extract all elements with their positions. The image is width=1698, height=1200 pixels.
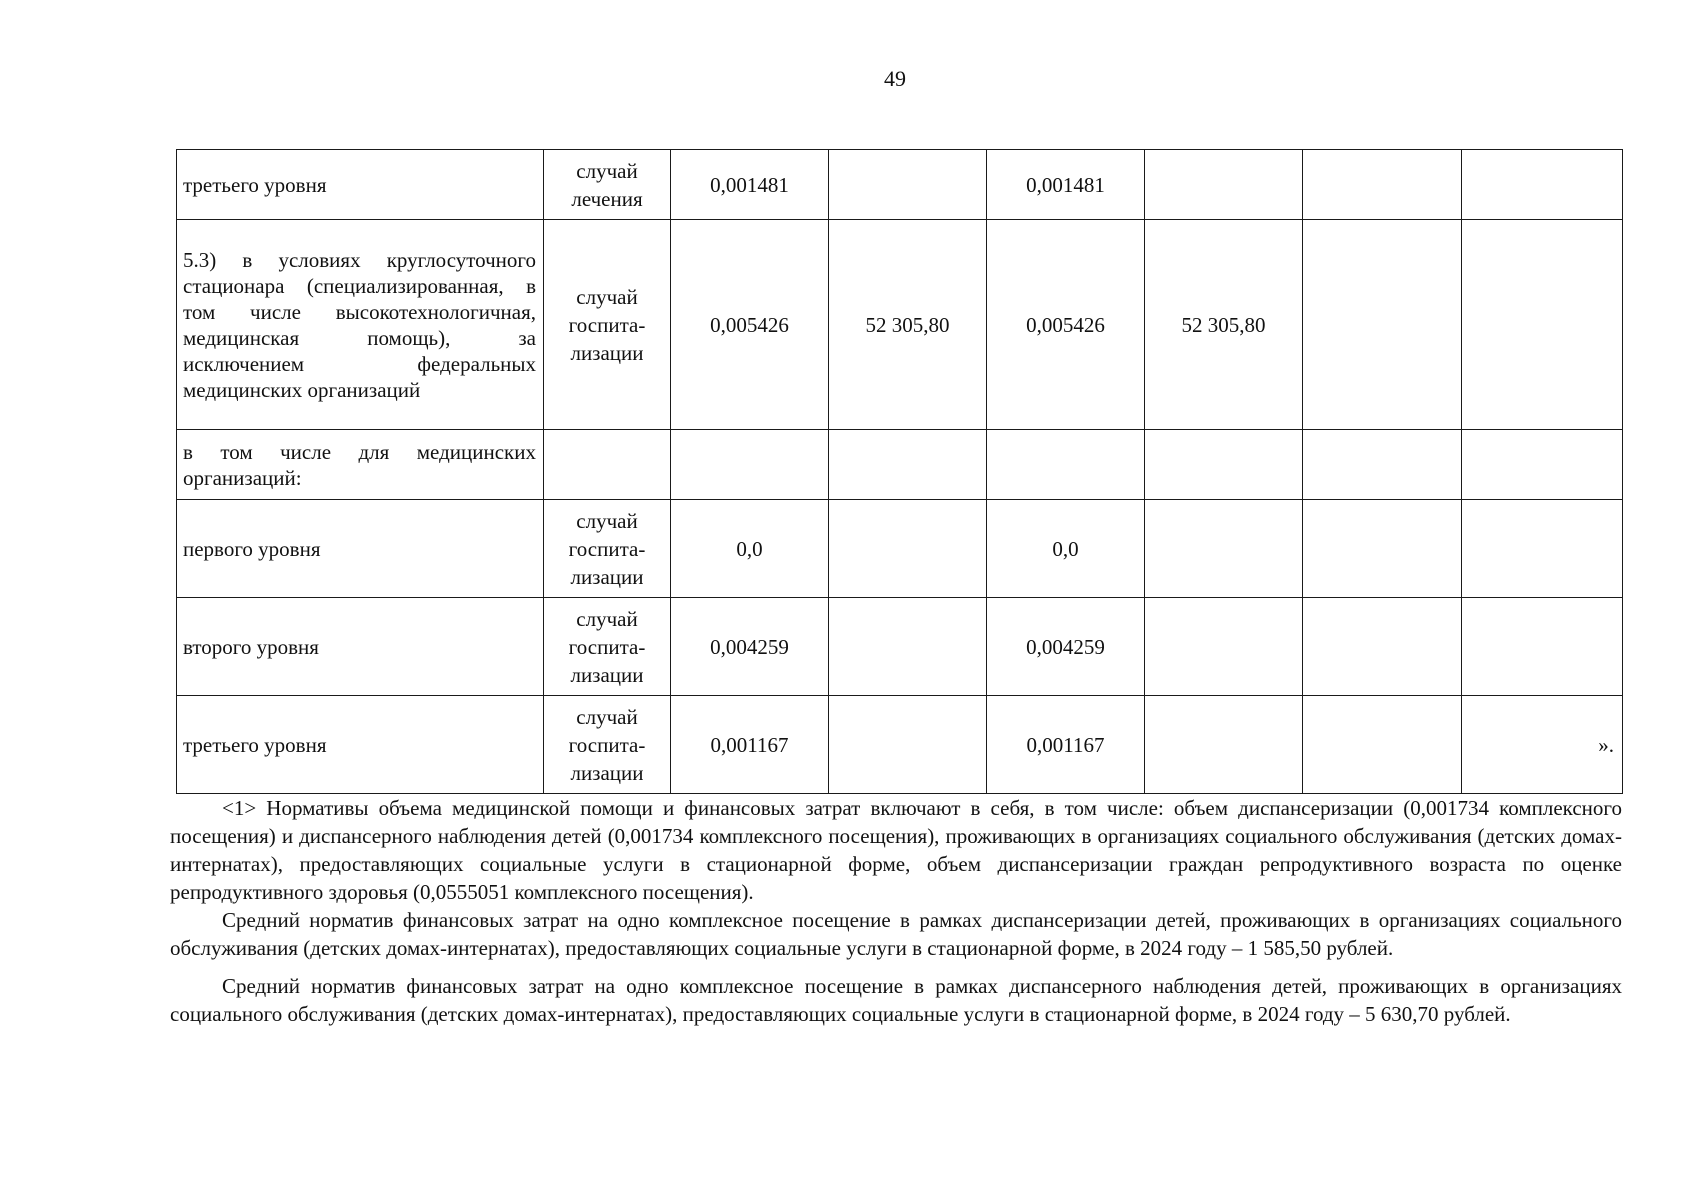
volume-norm-cell	[987, 430, 1145, 500]
row-name-cell: первого уровня	[177, 500, 544, 598]
page-number: 49	[884, 66, 906, 91]
unit-cell: случай госпита-лизации	[544, 696, 671, 794]
table-row	[177, 150, 1623, 220]
empty-cell	[1462, 500, 1623, 598]
notes-section	[170, 794, 1622, 1028]
empty-cell	[1303, 220, 1462, 430]
cost-norm-cell	[1145, 598, 1303, 696]
cost-norm-cell	[1145, 500, 1303, 598]
volume-norm-cell: 0,005426	[987, 220, 1145, 430]
empty-cell	[1303, 598, 1462, 696]
unit-cell	[544, 430, 671, 500]
volume-norm-cell: 0,0	[987, 500, 1145, 598]
empty-cell	[1462, 598, 1623, 696]
unit-cell: случай госпита-лизации	[544, 598, 671, 696]
empty-cell	[1303, 696, 1462, 794]
norm-paragraph-dispanserization: Средний норматив финансовых затрат на одно комплексное посещение в рамках диспансеризации детей, проживающих в организациях социального обслуживания (детских домах-интернатах), предоставляющих социальные услуги в стационарной форме, в 2024 году – 1 585,50 рублей.	[170, 908, 1622, 960]
unit-cell: случай госпита-лизации	[544, 500, 671, 598]
volume-norm-cell: 0,001167	[987, 696, 1145, 794]
volume-norm-cell: 0,0	[671, 500, 829, 598]
cost-norm-cell	[829, 150, 987, 220]
cost-norm-cell	[829, 598, 987, 696]
empty-cell	[1462, 220, 1623, 430]
volume-norm-cell: 0,004259	[987, 598, 1145, 696]
volume-norm-cell: 0,001167	[671, 696, 829, 794]
volume-norm-cell	[671, 430, 829, 500]
table-row	[177, 430, 1623, 500]
row-name-cell: третьего уровня	[177, 150, 544, 220]
empty-cell	[1462, 430, 1623, 500]
table-row	[177, 696, 1623, 794]
cost-norm-cell	[829, 430, 987, 500]
table-row	[177, 500, 1623, 598]
empty-cell	[1303, 500, 1462, 598]
row-name-cell: третьего уровня	[177, 696, 544, 794]
cost-norm-cell: 52 305,80	[1145, 220, 1303, 430]
unit-cell: случай госпита-лизации	[544, 220, 671, 430]
row-name-cell: второго уровня	[177, 598, 544, 696]
norms-table	[176, 149, 1623, 794]
cost-norm-cell	[1145, 430, 1303, 500]
row-name-cell: 5.3) в условиях круглосуточного стационара (специализированная, в том числе высокотехнологичная, медицинская помощь), за исключением федеральных медицинских организаций	[177, 220, 544, 430]
cost-norm-cell: 52 305,80	[829, 220, 987, 430]
row-name-cell: в том числе для медицинских организаций:	[177, 430, 544, 500]
table-row	[177, 598, 1623, 696]
cost-norm-cell	[829, 500, 987, 598]
volume-norm-cell: 0,001481	[987, 150, 1145, 220]
footnote-paragraph: <1> Нормативы объема медицинской помощи и финансовых затрат включают в себя, в том числе: объем диспансеризации (0,001734 комплексного посещения) и диспансерного наблюдения детей (0,001734 комплексного посещения), проживающих в организациях социального обслуживания (детских домах-интернатах), предоставляющих социальные услуги в стационарной форме, объем диспансеризации граждан репродуктивного возраста по оценке репродуктивного здоровья (0,0555051 комплексного посещения).	[170, 796, 1622, 904]
cost-norm-cell	[829, 696, 987, 794]
unit-cell: случай лечения	[544, 150, 671, 220]
empty-cell	[1462, 150, 1623, 220]
volume-norm-cell: 0,004259	[671, 598, 829, 696]
empty-cell	[1303, 150, 1462, 220]
volume-norm-cell: 0,005426	[671, 220, 829, 430]
norm-paragraph-observation: Средний норматив финансовых затрат на одно комплексное посещение в рамках диспансерного наблюдения детей, проживающих в организациях социального обслуживания (детских домах-интернатах), предоставляющих социальные услуги в стационарной форме, в 2024 году – 5 630,70 рублей.	[170, 974, 1622, 1026]
cost-norm-cell	[1145, 150, 1303, 220]
table-row	[177, 220, 1623, 430]
empty-cell	[1303, 430, 1462, 500]
volume-norm-cell: 0,001481	[671, 150, 829, 220]
cost-norm-cell	[1145, 696, 1303, 794]
closing-quote-cell: ».	[1462, 696, 1623, 794]
